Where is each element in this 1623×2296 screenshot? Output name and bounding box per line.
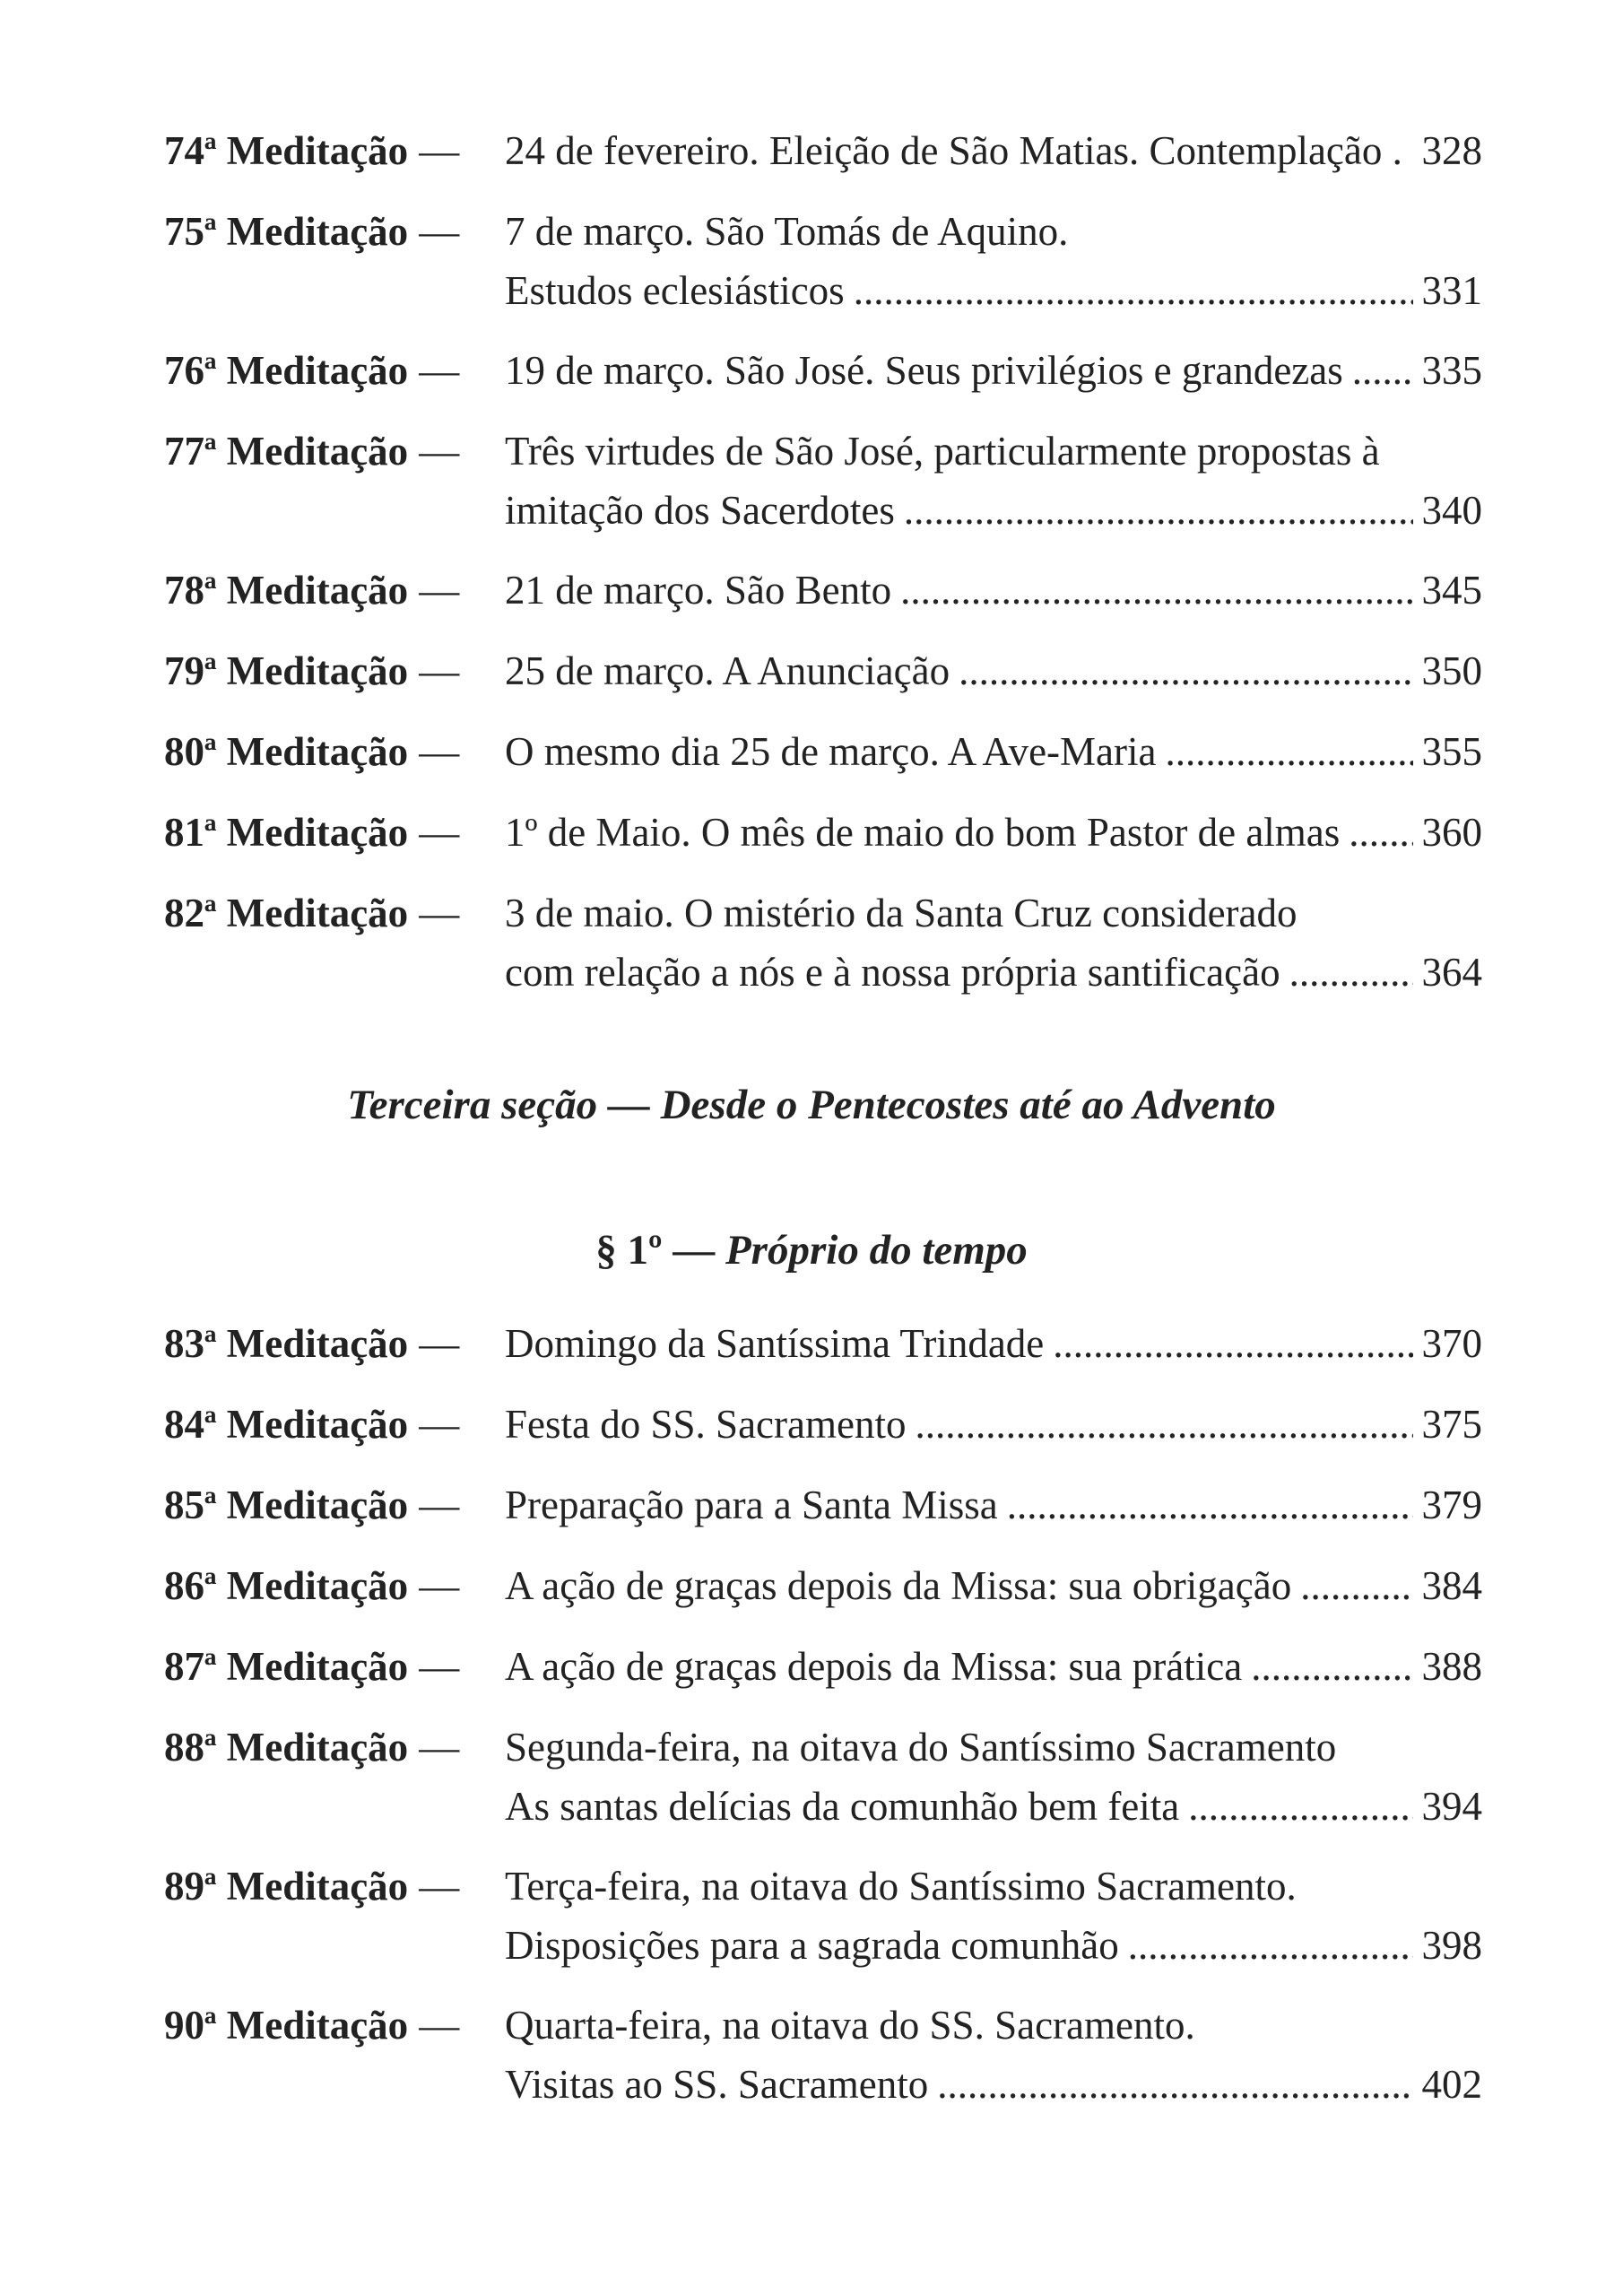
dot-leader [904, 481, 1413, 540]
toc-entry-line [164, 481, 1482, 540]
toc-entry [164, 722, 1482, 781]
toc-entry [164, 1475, 1482, 1535]
toc-entry [164, 1718, 1482, 1836]
entry-heading [164, 561, 472, 620]
entry-heading [164, 422, 472, 481]
meditation-number: 86ª Meditação [164, 1563, 409, 1608]
title-with-leader [505, 561, 1482, 620]
title-with-leader [505, 481, 1482, 540]
toc-entry-line [164, 722, 1482, 781]
page-number: 331 [1421, 268, 1482, 313]
toc-entry-line [164, 341, 1482, 400]
page-number: 388 [1421, 1644, 1482, 1689]
em-dash: — [419, 568, 460, 613]
meditation-title: com relação a nós e à nossa própria santificação [505, 950, 1280, 995]
dot-leader [1411, 121, 1413, 180]
meditation-title: Três virtudes de São José, particularmente propostas à [505, 429, 1380, 474]
meditation-number: 82ª Meditação [164, 891, 409, 935]
em-dash: — [419, 1483, 460, 1527]
meditation-title: 21 de março. São Bento [505, 568, 892, 613]
entry-heading [164, 121, 472, 180]
page-number: 364 [1421, 950, 1482, 995]
page-number: 384 [1421, 1563, 1482, 1608]
dot-leader [1349, 803, 1412, 862]
meditation-number: 87ª Meditação [164, 1644, 409, 1689]
dot-leader [1289, 943, 1413, 1002]
meditation-title: 1º de Maio. O mês de maio do bom Pastor de almas [505, 810, 1341, 855]
em-dash: — [419, 891, 460, 935]
toc-entry-line [164, 1718, 1482, 1777]
dot-leader [1165, 722, 1412, 781]
dot-leader [959, 641, 1412, 700]
entry-heading [164, 883, 472, 943]
page-number: 355 [1421, 729, 1482, 774]
meditation-title: imitação dos Sacerdotes [505, 488, 895, 533]
toc-entry [164, 1314, 1482, 1373]
meditation-title: Terça-feira, na oitava do Santíssimo Sacramento. [505, 1864, 1297, 1909]
meditation-number: 84ª Meditação [164, 1402, 409, 1447]
dot-leader [1053, 1314, 1412, 1373]
toc-entry-line [164, 561, 1482, 620]
meditation-title: O mesmo dia 25 de março. A Ave-Maria [505, 729, 1157, 774]
entry-heading [164, 202, 472, 261]
page-number: 350 [1421, 648, 1482, 693]
meditation-title: Disposições para a sagrada comunhão [505, 1923, 1119, 1968]
title-with-leader [505, 341, 1482, 400]
page-number: 394 [1421, 1784, 1482, 1829]
toc-entry-line [164, 1996, 1482, 2055]
subsection-title: Próprio do tempo [725, 1227, 1028, 1274]
meditation-title: 7 de março. São Tomás de Aquino. [505, 209, 1069, 254]
em-dash: — [419, 429, 460, 474]
meditation-number: 89ª Meditação [164, 1864, 409, 1909]
entry-heading [164, 1314, 472, 1373]
toc-entry-line [164, 1314, 1482, 1373]
title-with-leader [505, 1916, 1482, 1975]
entry-heading [164, 1996, 472, 2055]
meditation-title: 19 de março. São José. Seus privilégios e grandezas [505, 348, 1343, 393]
toc-entry-line [164, 1556, 1482, 1615]
meditation-number: 79ª Meditação [164, 648, 409, 693]
title-with-leader [505, 943, 1482, 1002]
meditation-number: 90ª Meditação [164, 2003, 409, 2048]
page-number: 375 [1421, 1402, 1482, 1447]
meditation-title: Quarta-feira, na oitava do SS. Sacramento. [505, 2003, 1195, 2048]
toc-entry [164, 121, 1482, 180]
toc-entry-line [164, 1637, 1482, 1696]
subsection-heading [0, 1226, 1623, 1274]
title-with-leader [505, 1395, 1482, 1454]
page-number: 370 [1421, 1321, 1482, 1366]
meditation-title: Segunda-feira, na oitava do Santíssimo Sacramento [505, 1725, 1337, 1770]
toc-entry-line [164, 1857, 1482, 1916]
entry-heading [164, 1556, 472, 1615]
dot-leader [1352, 341, 1413, 400]
page-number: 335 [1421, 348, 1482, 393]
meditation-number: 85ª Meditação [164, 1483, 409, 1527]
meditation-number: 88ª Meditação [164, 1725, 409, 1770]
em-dash: — [419, 1402, 460, 1447]
title-with-leader [505, 803, 1482, 862]
meditation-title: Festa do SS. Sacramento [505, 1402, 907, 1447]
em-dash: — [419, 1725, 460, 1770]
title-with-leader [505, 2055, 1482, 2114]
meditation-number: 81ª Meditação [164, 810, 409, 855]
meditation-title: As santas delícias da comunhão bem feita [505, 1784, 1180, 1829]
entry-heading [164, 1395, 472, 1454]
toc-entry-line [164, 121, 1482, 180]
em-dash: — [419, 729, 460, 774]
title-with-leader [505, 1556, 1482, 1615]
toc-entry [164, 341, 1482, 400]
title-with-leader [505, 1314, 1482, 1373]
toc-entry-line [164, 202, 1482, 261]
toc-entry-line [164, 422, 1482, 481]
page-number: 360 [1421, 810, 1482, 855]
em-dash: — [419, 209, 460, 254]
toc-entry-line [164, 1395, 1482, 1454]
subsection-mark: § 1º — [595, 1227, 716, 1274]
dot-leader [1128, 1916, 1413, 1975]
toc-entry [164, 641, 1482, 700]
toc-entry-line [164, 803, 1482, 862]
entry-heading [164, 341, 472, 400]
toc-entry [164, 803, 1482, 862]
page-number: 379 [1421, 1483, 1482, 1527]
meditation-number: 76ª Meditação [164, 348, 409, 393]
meditation-title: Visitas ao SS. Sacramento [505, 2062, 929, 2107]
meditation-title: A ação de graças depois da Missa: sua obrigação [505, 1563, 1292, 1608]
entry-heading [164, 803, 472, 862]
toc-entry-line [164, 943, 1482, 1002]
meditation-title: 24 de fevereiro. Eleição de São Matias. Contemplação . [505, 128, 1402, 173]
dot-leader [937, 2055, 1412, 2114]
meditation-title: 3 de maio. O mistério da Santa Cruz considerado [505, 891, 1298, 935]
title-with-leader [505, 261, 1482, 320]
title-with-leader [505, 1777, 1482, 1836]
meditation-number: 74ª Meditação [164, 128, 409, 173]
meditation-number: 78ª Meditação [164, 568, 409, 613]
em-dash: — [419, 1321, 460, 1366]
meditation-number: 75ª Meditação [164, 209, 409, 254]
toc-entry [164, 561, 1482, 620]
dot-leader [900, 561, 1412, 620]
meditation-title: Preparação para a Santa Missa [505, 1483, 998, 1527]
meditation-title: Estudos eclesiásticos [505, 268, 845, 313]
entry-heading [164, 641, 472, 700]
toc-entry [164, 202, 1482, 320]
toc-entry [164, 1556, 1482, 1615]
dot-leader [1300, 1556, 1412, 1615]
title-with-leader [505, 1475, 1482, 1535]
toc-entry [164, 1395, 1482, 1454]
meditation-title: Domingo da Santíssima Trindade [505, 1321, 1045, 1366]
em-dash: — [419, 1563, 460, 1608]
em-dash: — [419, 2003, 460, 2048]
em-dash: — [419, 1644, 460, 1689]
toc-entry [164, 1996, 1482, 2114]
toc-entry [164, 883, 1482, 1002]
toc-entry-line [164, 1777, 1482, 1836]
meditation-title: 25 de março. A Anunciação [505, 648, 950, 693]
meditation-title: A ação de graças depois da Missa: sua prática [505, 1644, 1243, 1689]
title-with-leader [505, 722, 1482, 781]
dot-leader [1007, 1475, 1413, 1535]
entry-heading [164, 722, 472, 781]
title-with-leader [505, 1637, 1482, 1696]
toc-entry-line [164, 641, 1482, 700]
page-number: 328 [1421, 128, 1482, 173]
toc-entry-line [164, 883, 1482, 943]
page-number: 402 [1421, 2062, 1482, 2107]
dot-leader [915, 1395, 1412, 1454]
meditation-number: 83ª Meditação [164, 1321, 409, 1366]
entry-heading [164, 1475, 472, 1535]
toc-entry [164, 1637, 1482, 1696]
em-dash: — [419, 1864, 460, 1909]
toc-entry-line [164, 261, 1482, 320]
em-dash: — [419, 128, 460, 173]
toc-entry-line [164, 2055, 1482, 2114]
dot-leader [854, 261, 1413, 320]
page-number: 398 [1421, 1923, 1482, 1968]
toc-entry-line [164, 1916, 1482, 1975]
page-number: 345 [1421, 568, 1482, 613]
title-with-leader [505, 121, 1482, 180]
section-heading: Terceira seção — Desde o Pentecostes até ao Advento [347, 1082, 1276, 1128]
dot-leader [1188, 1777, 1412, 1836]
entry-heading [164, 1637, 472, 1696]
entry-heading [164, 1718, 472, 1777]
meditation-number: 77ª Meditação [164, 429, 409, 474]
page-number: 340 [1421, 488, 1482, 533]
toc-entry [164, 1857, 1482, 1975]
entry-heading [164, 1857, 472, 1916]
em-dash: — [419, 348, 460, 393]
toc-entry-line [164, 1475, 1482, 1535]
meditation-number: 80ª Meditação [164, 729, 409, 774]
em-dash: — [419, 810, 460, 855]
title-with-leader [505, 641, 1482, 700]
em-dash: — [419, 648, 460, 693]
toc-entry [164, 422, 1482, 540]
dot-leader [1251, 1637, 1412, 1696]
